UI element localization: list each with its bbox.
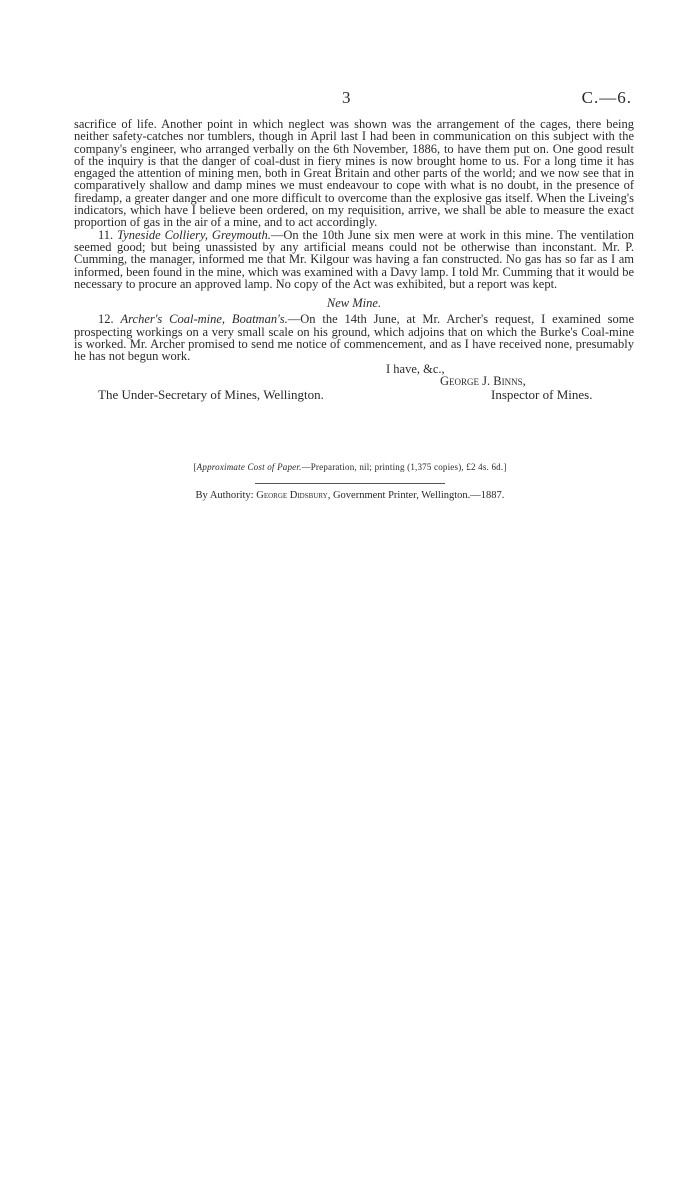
addressee: The Under-Secretary of Mines, Wellington. [98,386,324,402]
signatory-name: George J. Binns, [440,373,526,388]
coal-mine-title: Archer's Coal-mine, Boatman's. [120,312,288,327]
paragraph-text: —On the 10th June six men were at work in this mine. The ventilation seemed good; but being unassisted by any artificial means could not be otherwise than inconstant. Mr. P. Cumming, the manager, informed me that Mr. Kilgour was having a fan constructed. No gas has so far as I am informed, been found in the mine, which was examined with a Davy lamp. I told Mr. Cumming that it would be necessary to procure an approved lamp. No copy of the Act was exhibited, but a report was kept. [74,227,635,291]
cost-text: —Preparation, nil; printing (1,375 copies), £2 4s. 6d. [301,462,504,472]
divider-rule [255,483,445,484]
cost-label: Approximate Cost of Paper. [196,462,302,472]
signatory-title: Inspector of Mines. [491,386,593,402]
section-heading-new-mine: New Mine. [326,296,382,311]
authority-label: By Authority: [195,490,254,501]
printer-imprint [0,490,700,501]
printer-name: George Didsbury, [256,490,331,501]
page-number: 3 [342,88,351,107]
cost-of-paper-note: [Approximate Cost of Paper.—Preparation, nil; printing (1,375 copies), £2 4s. 6d.] [193,462,507,472]
paragraph-number: 12. [98,312,114,327]
paragraph-number: 11. [98,227,114,242]
closing-line: I have, &c., [386,361,445,376]
colliery-title: Tyneside Colliery, Greymouth. [117,227,271,242]
signature-block [74,363,634,403]
paragraph-continuation: sacrifice of life. Another point in which neglect was shown was the arrangement of the cages, there being neither safety-catches nor tumblers, though in April last I had been in communication on this subject with the company's engineer, who arranged verbally on the 6th November, 1886, to have them put on. One good result of the inquiry is that the danger of coal-dust in fiery mines is now brought home to us. For a long time it has engaged the attention of mining men, both in Great Britain and other parts of the world; and we now see that in comparatively shallow and damp mines we must endeavour to cope with what is no doubt, in the presence of firedamp, a greater danger and one more difficult to overcome than the explosive gas itself. When the Liveing's indicators, which have I believe been ordered, on my requisition, arrive, we shall be able to measure the exact proportion of gas in the air of a mine, and to act accordingly. [74,117,634,230]
report-body [74,118,634,403]
page-header [0,88,700,110]
paragraph-archers-coal-mine [74,313,634,362]
document-reference: C.—6. [581,88,632,107]
paragraph-text: —On the 14th June, at Mr. Archer's request, I examined some prospecting workings on a very small scale on his ground, which adjoins that on which the Burke's Coal-mine is worked. Mr. Archer promised to send me notice of commencement, and as I have received none, presumably he has not begun work. [74,312,634,364]
printer-details: Government Printer, Wellington.—1887. [332,490,505,501]
paragraph-tyneside-colliery [74,229,634,290]
